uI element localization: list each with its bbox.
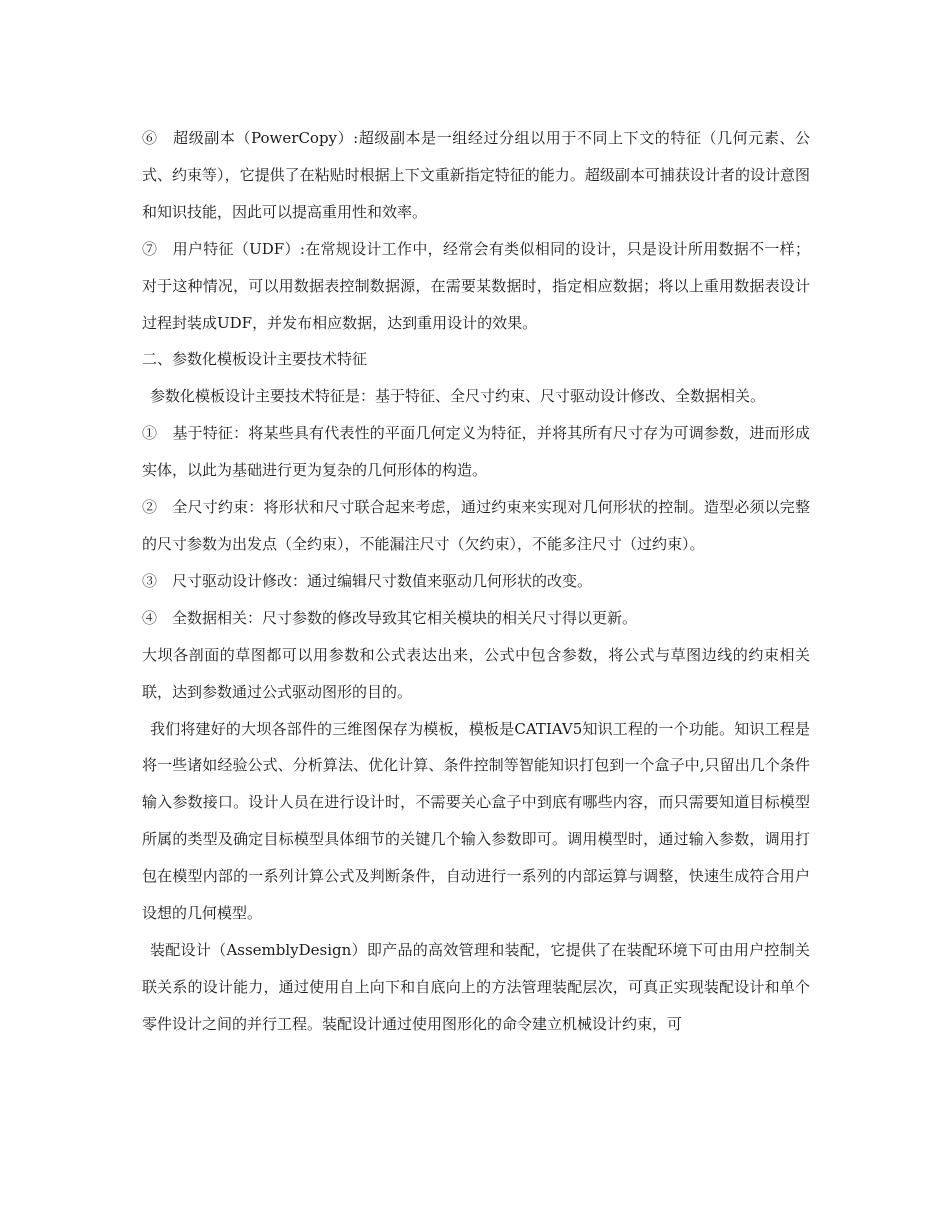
paragraph-dam-sketch: 大坝各剖面的草图都可以用参数和公式表达出来，公式中包含参数，将公式与草图边线的约束相关联，达到参数通过公式驱动图形的目的。 (142, 645, 810, 701)
paragraph-udf: ⑦ 用户特征（UDF）:在常规设计工作中，经常会有类似相同的设计，只是设计所用数据不一样；对于这种情况，可以用数据表控制数据源，在需要某数据时，指定相应数据；将以上重用数据表设计过程封装成UDF，并发布相应数据，达到重用设计的效果。 (142, 239, 810, 332)
paragraph-feature-based: ① 基于特征：将某些具有代表性的平面几何定义为特征，并将其所有尺寸存为可调参数，进而形成实体，以此为基础进行更为复杂的几何形体的构造。 (142, 424, 810, 480)
paragraph-data-associative: ④ 全数据相关：尺寸参数的修改导致其它相关模块的相关尺寸得以更新。 (142, 608, 638, 627)
paragraph-summary: 参数化模板设计主要技术特征是：基于特征、全尺寸约束、尺寸驱动设计修改、全数据相关。 (150, 387, 766, 406)
paragraph-powercopy: ⑥ 超级副本（PowerCopy）:超级副本是一组经过分组以用于不同上下文的特征（几何元素、公式、约束等），它提供了在粘贴时根据上下文重新指定特征的能力。超级副本可捕获设计者的设计意图和知识技能，因此可以提高重用性和效率。 (142, 129, 810, 221)
section-heading: 二、参数化模板设计主要技术特征 (142, 350, 368, 369)
paragraph-template: 我们将建好的大坝各部件的三维图保存为模板，模板是CATIAV5知识工程的一个功能。知识工程是将一些诸如经验公式、分析算法、优化计算、条件控制等智能知识打包到一个盒子中,只留出几个条件输入参数接口。设计人员在进行设计时，不需要关心盒子中到底有哪些内容，而只需要知道目标模型所属的类型及确定目标模型具体细节的关键几个输入参数即可。调用模型时，通过输入参数，调用打包在模型内部的一系列计算公式及判断条件，自动进行一系列的内部运算与调整，快速生成符合用户设想的几何模型。 (142, 719, 810, 923)
paragraph-assembly-design: 装配设计（AssemblyDesign）即产品的高效管理和装配，它提供了在装配环境下可由用户控制关联关系的设计能力，通过使用自上向下和自底向上的方法管理装配层次，可真正实现装配设计和单个零件设计之间的并行工程。装配设计通过使用图形化的命令建立机械设计约束，可 (142, 940, 810, 1033)
document-page (142, 120, 810, 1043)
paragraph-dimension-driven: ③ 尺寸驱动设计修改：通过编辑尺寸数值来驱动几何形状的改变。 (142, 571, 593, 590)
paragraph-full-constraint: ② 全尺寸约束：将形状和尺寸联合起来考虑，通过约束来实现对几何形状的控制。造型必须以完整的尺寸参数为出发点（全约束），不能漏注尺寸（欠约束），不能多注尺寸（过约束）。 (142, 498, 810, 553)
